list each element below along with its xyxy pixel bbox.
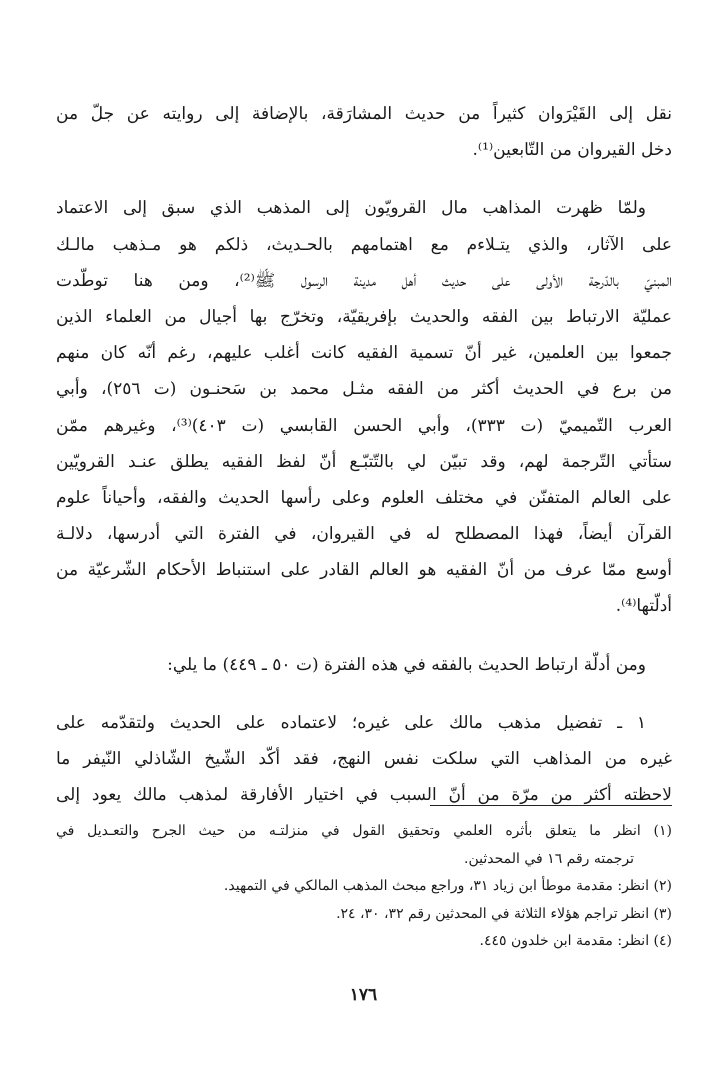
footnote-line: (٣) انظر تراجم هؤلاء الثلاثة في المحدثين رقم ٣٢، ٣٠، ٢٤.	[336, 905, 672, 922]
footnote-line: (٢) انظر: مقدمة موطأ ابن زياد ٣١، وراجع مبحث المذهب المالكي في التمهيد.	[223, 878, 672, 894]
text-line: على الآثار، والذي يتـلاءم مع اهتمامهم بالحـديث، ذلكم هو مـذهب مالـك	[56, 234, 672, 255]
text-line: أوسع ممّا عرف من أنّ الفقيه هو العالم القادر على استنباط الأحكام الشّرعيّة من	[56, 560, 672, 581]
text-line: ١ ـ تفضيل مذهب مالك على غيره؛ لاعتماده على الحديث ولتقدّمه على	[56, 712, 646, 733]
text-line: العرب التّميميّ (ت ٣٣٣)، وأبي الحسن القابسي (ت ٤٠٣)⁽³⁾، وغيرهم ممّن	[56, 415, 672, 436]
text-line: على العالم المتفنّن في مختلف العلوم وعلى رأسها الحديث والفقه، وأحياناً علوم	[56, 487, 672, 508]
text-line: نقل إلى القَيْرَوان كثيراً من حديث المشارَقة، بالإضافة إلى روايته عن جلّ من	[56, 104, 672, 124]
footnote-separator	[430, 805, 672, 806]
text-line: القرآن أيضاً، فهذا المصطلح له في القيروان، في الفترة التي أدرسها، دلالـة	[56, 524, 672, 545]
footnote-line: ترجمته رقم ١٦ في المحدثين.	[464, 850, 634, 867]
text-line: ومن أدلّة ارتباط الحديث بالفقه في هذه الفترة (ت ٥٠ ـ ٤٤٩) ما يلي:	[167, 654, 646, 675]
text-line: جمعوا بين العلمين، غير أنّ تسمية الفقيه كانت أغلب عليهم، رغم أنّه كان منهم	[56, 343, 672, 364]
footnotes	[56, 818, 672, 956]
text-line: لاحظته أكثر من مرّة من أنّ السبب في اختيار الأفارقة لمذهب مالك يعود إلى	[56, 785, 672, 806]
text-line: ستأتي التّرجمة لهم، وقد تبيّن لي بالتّتبّـع أنّ لفظ الفقيه يطلق عنـد القرويّين	[56, 451, 672, 472]
main-text	[56, 96, 672, 813]
text-line: المبنيّ بالدّرجة الأولى على حديث أهل مدينة الرسول ﷺ⁽²⁾، ومن هنا توطّدت	[56, 270, 672, 291]
text-line: ولمّا ظهرت المذاهب مال القرويّون إلى المذهب الذي سبق إلى الاعتماد	[56, 198, 646, 219]
footnote-line: (٤) انظر: مقدمة ابن خلدون ٤٤٥.	[479, 933, 672, 949]
footnote-line: (١) انظر ما يتعلق بأثره العلمي وتحقيق القول في منزلتـه من حيث الجرح والتعـديل في	[56, 823, 672, 839]
text-line: غيره من المذاهب التي سلكت نفس النهج، فقد أكّد الشّيخ الشّاذلي النّيفر ما	[56, 749, 672, 769]
text-line: دخل القيروان من التّابعين⁽¹⁾.	[472, 140, 672, 161]
page-number: ١٧٦	[349, 985, 378, 1005]
text-line: عمليّة الارتباط بين الفقه والحديث بإفريقيّة، وتخرّج بها أجيال من العلماء الذين	[56, 306, 672, 327]
text-line: أدلّتها⁽⁴⁾.	[615, 596, 672, 617]
text-line: من برع في الحديث أكثر من الفقه مثـل محمد بن سَحنـون (ت ٢٥٦)، وأبي	[56, 379, 672, 400]
